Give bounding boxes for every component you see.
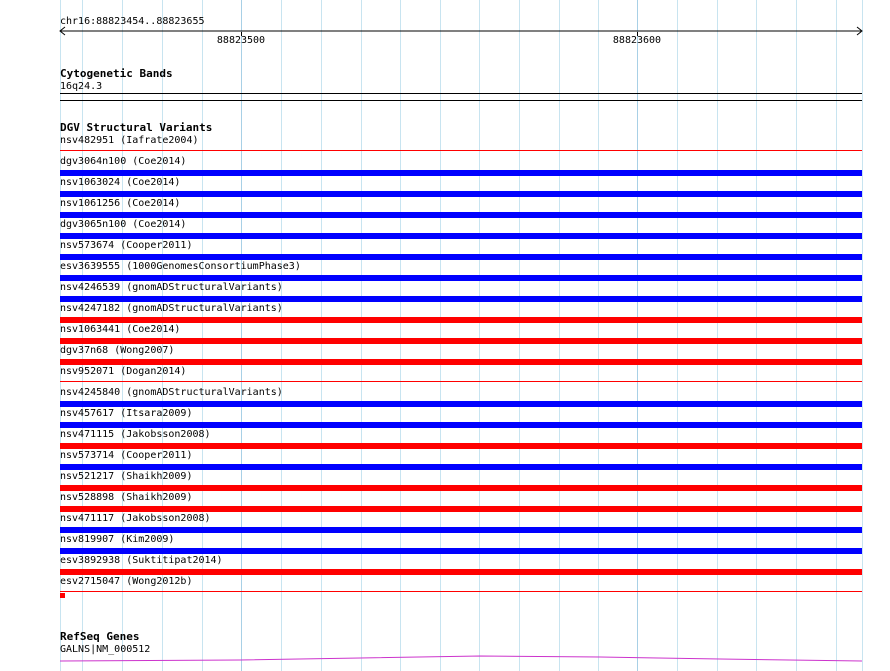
dgv-variant-source: (Suktitipat2014) xyxy=(126,555,223,566)
dgv-variant-label[interactable] xyxy=(60,156,186,167)
dgv-variant-label[interactable] xyxy=(60,408,192,419)
dgv-variant-id: dgv3064n100 xyxy=(60,156,127,167)
ruler-axis[interactable] xyxy=(58,26,864,38)
dgv-variant-label[interactable] xyxy=(60,555,223,566)
dgv-variant-row[interactable] xyxy=(60,576,862,597)
dgv-variant-source: (Jakobsson2008) xyxy=(120,513,211,524)
dgv-variant-bar[interactable] xyxy=(60,233,862,239)
dgv-variant-bar[interactable] xyxy=(60,254,862,260)
dgv-variant-source: (1000GenomesConsortiumPhase3) xyxy=(126,261,301,272)
dgv-variant-row[interactable] xyxy=(60,303,862,324)
dgv-variant-row[interactable] xyxy=(60,198,862,219)
dgv-variant-row[interactable] xyxy=(60,408,862,429)
dgv-variant-source: (Iafrate2004) xyxy=(120,135,199,146)
dgv-variant-id: nsv952071 xyxy=(60,366,115,377)
dgv-track-title[interactable]: DGV Structural Variants xyxy=(60,121,213,134)
dgv-variant-bar[interactable] xyxy=(60,548,862,554)
dgv-variant-label[interactable] xyxy=(60,303,283,314)
dgv-variant-label[interactable] xyxy=(60,177,180,188)
dgv-variant-row[interactable] xyxy=(60,513,862,534)
dgv-variant-id: esv2715047 xyxy=(60,576,121,587)
dgv-variant-bar[interactable] xyxy=(60,191,862,197)
dgv-variant-source: (Cooper2011) xyxy=(120,450,193,461)
dgv-variant-label[interactable] xyxy=(60,513,211,524)
dgv-variant-row[interactable] xyxy=(60,450,862,471)
dgv-variant-bar[interactable] xyxy=(60,381,862,382)
dgv-variant-label[interactable] xyxy=(60,261,301,272)
dgv-variant-id: esv3892938 xyxy=(60,555,121,566)
dgv-variant-id: esv3639555 xyxy=(60,261,121,272)
refseq-gene-feature[interactable] xyxy=(60,652,862,664)
ruler-tick-label: 88823500 xyxy=(216,35,266,46)
dgv-variant-source: (Dogan2014) xyxy=(120,366,187,377)
dgv-variant-bar[interactable] xyxy=(60,275,862,281)
dgv-variant-id: nsv819907 xyxy=(60,534,115,545)
dgv-variant-source: (Kim2009) xyxy=(120,534,175,545)
dgv-variant-source: (Wong2012b) xyxy=(126,576,193,587)
dgv-variant-bar[interactable] xyxy=(60,527,862,533)
dgv-variant-source: (Itsara2009) xyxy=(120,408,193,419)
dgv-variant-row[interactable] xyxy=(60,282,862,303)
dgv-variant-label[interactable] xyxy=(60,345,174,356)
dgv-variant-label[interactable] xyxy=(60,429,211,440)
dgv-variant-id: dgv3065n100 xyxy=(60,219,127,230)
dgv-variant-row[interactable] xyxy=(60,555,862,576)
dgv-variant-bar[interactable] xyxy=(60,170,862,176)
dgv-variant-label[interactable] xyxy=(60,282,283,293)
dgv-variant-row[interactable] xyxy=(60,366,862,387)
dgv-variant-source: (Wong2007) xyxy=(114,345,175,356)
dgv-variant-id: nsv4246539 xyxy=(60,282,121,293)
dgv-variant-source: (Coe2014) xyxy=(132,156,187,167)
dgv-variant-source: (Coe2014) xyxy=(126,177,181,188)
dgv-variant-bar[interactable] xyxy=(60,569,862,575)
dgv-variant-row[interactable] xyxy=(60,345,862,366)
dgv-variant-row[interactable] xyxy=(60,219,862,240)
dgv-variant-row[interactable] xyxy=(60,156,862,177)
dgv-variant-id: nsv521217 xyxy=(60,471,115,482)
dgv-variant-id: nsv471117 xyxy=(60,513,115,524)
dgv-variant-id: nsv4247182 xyxy=(60,303,121,314)
dgv-variant-row[interactable] xyxy=(60,534,862,555)
dgv-variant-id: nsv1061256 xyxy=(60,198,121,209)
dgv-variant-bar[interactable] xyxy=(60,296,862,302)
dgv-variant-row[interactable] xyxy=(60,177,862,198)
cytoband-label[interactable]: 16q24.3 xyxy=(60,81,103,92)
dgv-variant-source: (gnomADStructuralVariants) xyxy=(126,282,283,293)
dgv-variant-source: (Coe2014) xyxy=(126,198,181,209)
dgv-variant-row[interactable] xyxy=(60,135,862,156)
dgv-variant-label[interactable] xyxy=(60,240,192,251)
dgv-variant-bar[interactable] xyxy=(60,317,862,323)
dgv-variant-bar[interactable] xyxy=(60,485,862,491)
dgv-variant-bar[interactable] xyxy=(60,359,862,365)
dgv-variant-row[interactable] xyxy=(60,387,862,408)
dgv-variant-source: (Coe2014) xyxy=(132,219,187,230)
grid-line xyxy=(862,0,863,671)
dgv-variant-id: nsv4245840 xyxy=(60,387,121,398)
dgv-variant-id: nsv471115 xyxy=(60,429,115,440)
dgv-variant-source: (Shaikh2009) xyxy=(120,471,193,482)
dgv-variant-id: nsv573714 xyxy=(60,450,115,461)
dgv-variant-bar[interactable] xyxy=(60,401,862,407)
refseq-gene-label[interactable]: GALNS|NM_000512 xyxy=(60,644,151,655)
dgv-variant-bar[interactable] xyxy=(60,506,862,512)
dgv-variant-bar[interactable] xyxy=(60,443,862,449)
dgv-variant-label[interactable] xyxy=(60,492,192,503)
dgv-variant-label[interactable] xyxy=(60,450,192,461)
dgv-variant-source: (Cooper2011) xyxy=(120,240,193,251)
ruler-location: chr16:88823454..88823655 xyxy=(60,16,205,27)
dgv-variant-source: (gnomADStructuralVariants) xyxy=(126,303,283,314)
track-divider xyxy=(60,100,862,101)
dgv-variant-label[interactable] xyxy=(60,471,192,482)
ruler-tick-label: 88823600 xyxy=(612,35,662,46)
dgv-variant-id: nsv1063441 xyxy=(60,324,121,335)
dgv-variant-source: (Shaikh2009) xyxy=(120,492,193,503)
dgv-variant-marker[interactable] xyxy=(60,593,65,598)
dgv-variant-label[interactable] xyxy=(60,324,180,335)
refseq-track-title[interactable]: RefSeq Genes xyxy=(60,630,140,643)
dgv-variant-bar[interactable] xyxy=(60,212,862,218)
dgv-variant-bar[interactable] xyxy=(60,150,862,151)
dgv-variant-id: nsv482951 xyxy=(60,135,115,146)
dgv-variant-id: nsv528898 xyxy=(60,492,115,503)
dgv-variant-source: (Jakobsson2008) xyxy=(120,429,211,440)
dgv-variant-bar[interactable] xyxy=(60,422,862,428)
dgv-variant-label[interactable] xyxy=(60,198,180,209)
dgv-variant-row[interactable] xyxy=(60,240,862,261)
dgv-variant-row[interactable] xyxy=(60,324,862,345)
dgv-variant-id: nsv457617 xyxy=(60,408,115,419)
dgv-variant-label[interactable] xyxy=(60,534,174,545)
dgv-variant-row[interactable] xyxy=(60,261,862,282)
dgv-variant-row[interactable] xyxy=(60,471,862,492)
dgv-variant-bar[interactable] xyxy=(60,338,862,344)
dgv-variant-row[interactable] xyxy=(60,492,862,513)
dgv-variant-label[interactable] xyxy=(60,387,283,398)
dgv-variant-id: dgv37n68 xyxy=(60,345,109,356)
dgv-variant-id: nsv573674 xyxy=(60,240,115,251)
dgv-variant-label[interactable] xyxy=(60,366,186,377)
cytoband-line xyxy=(60,93,862,94)
dgv-variant-bar[interactable] xyxy=(60,591,862,592)
dgv-variant-row[interactable] xyxy=(60,429,862,450)
cytoband-track-title[interactable]: Cytogenetic Bands xyxy=(60,67,173,80)
dgv-variant-source: (Coe2014) xyxy=(126,324,181,335)
dgv-variant-label[interactable] xyxy=(60,135,199,146)
dgv-variant-source: (gnomADStructuralVariants) xyxy=(126,387,283,398)
dgv-variant-bar[interactable] xyxy=(60,464,862,470)
dgv-variant-label[interactable] xyxy=(60,576,192,587)
dgv-variant-label[interactable] xyxy=(60,219,186,230)
dgv-variant-id: nsv1063024 xyxy=(60,177,121,188)
